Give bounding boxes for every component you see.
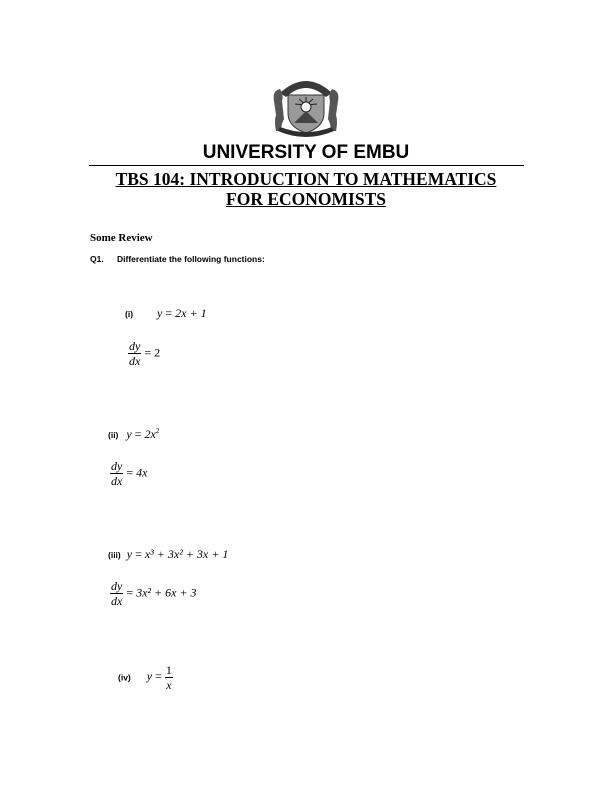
dx-denominator: dx xyxy=(111,594,123,608)
derivative-rhs: 4x xyxy=(136,465,148,480)
university-seal-logo xyxy=(270,71,342,139)
part-iii-derivative xyxy=(110,580,197,607)
header-divider xyxy=(89,165,524,166)
dy-numerator: dy xyxy=(111,579,123,593)
dy-dx-fraction xyxy=(128,340,141,367)
part-ii-function xyxy=(108,425,159,443)
equals-sign: = xyxy=(144,345,152,360)
part-label: (i) xyxy=(125,309,134,319)
exponent: 2 xyxy=(155,427,160,435)
equals-sign: = xyxy=(134,427,142,441)
dx-denominator: dx xyxy=(111,474,123,488)
symbol-y: y xyxy=(157,306,163,320)
part-label: (iv) xyxy=(118,672,131,683)
question-prompt: Differentiate the following functions: xyxy=(117,254,265,264)
function-rhs: x³ + 3x² + 3x + 1 xyxy=(144,547,229,561)
course-title-line-1: TBS 104: INTRODUCTION TO MATHEMATICS xyxy=(115,169,497,189)
part-ii-derivative xyxy=(110,460,147,487)
dy-dx-fraction xyxy=(110,460,123,487)
equals-sign: = xyxy=(126,585,134,600)
function-expression xyxy=(146,663,173,692)
one-over-x-fraction xyxy=(165,664,173,691)
equals-sign: = xyxy=(165,306,173,320)
derivative-rhs: 3x² + 6x + 3 xyxy=(136,585,197,600)
numerator: 1 xyxy=(165,663,172,677)
dy-dx-fraction xyxy=(110,580,123,607)
equals-sign: = xyxy=(126,465,134,480)
dy-numerator: dy xyxy=(129,339,141,353)
denominator: x xyxy=(166,678,172,692)
function-rhs: 2x + 1 xyxy=(175,306,207,320)
question-number: Q1. xyxy=(90,254,104,264)
course-title-line-2: FOR ECONOMISTS xyxy=(226,189,386,209)
function-expression xyxy=(157,306,207,320)
derivative-rhs: 2 xyxy=(154,345,161,360)
equals-sign: = xyxy=(135,547,142,561)
part-i-function xyxy=(125,304,207,322)
equals-sign: = xyxy=(155,669,162,684)
part-iv-function xyxy=(118,664,173,691)
dy-numerator: dy xyxy=(111,459,123,473)
part-i-derivative xyxy=(128,340,160,367)
section-title: Some Review xyxy=(90,232,153,244)
university-name: UNIVERSITY OF EMBU xyxy=(202,142,410,163)
symbol-y: y xyxy=(126,427,132,441)
function-rhs: 2x xyxy=(144,427,156,441)
function-expression xyxy=(126,427,159,441)
symbol-y: y xyxy=(126,547,133,561)
part-label: (iii) xyxy=(108,550,121,560)
function-expression xyxy=(127,547,229,561)
part-iii-function xyxy=(108,545,228,563)
part-label: (ii) xyxy=(108,430,119,440)
dx-denominator: dx xyxy=(129,354,141,368)
question-heading xyxy=(90,254,265,264)
symbol-y: y xyxy=(146,669,153,684)
